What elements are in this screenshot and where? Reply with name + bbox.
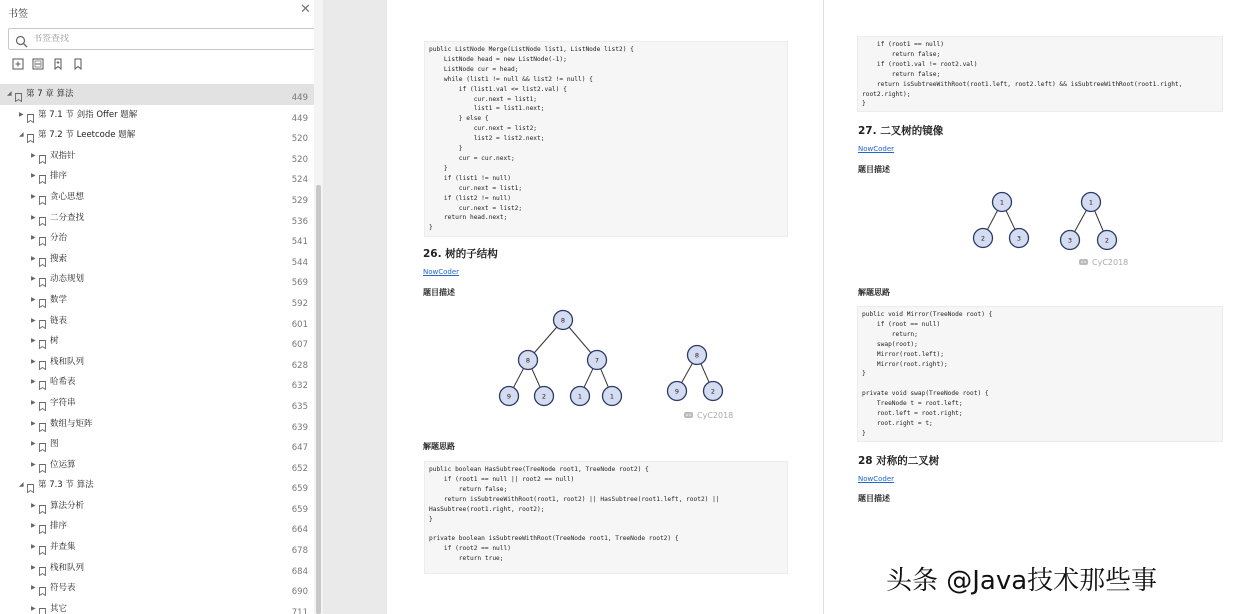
bookmark-item-icon bbox=[39, 543, 46, 552]
bookmark-item[interactable] bbox=[0, 187, 314, 208]
tree-node-label: 7 bbox=[594, 356, 600, 365]
bookmark-item-icon bbox=[39, 317, 46, 326]
tree-figure-26 bbox=[487, 305, 747, 425]
expand-arrow-icon[interactable]: ▶ bbox=[31, 584, 36, 592]
bookmark-item-icon bbox=[27, 481, 34, 490]
section-title-28: 28 对称的二叉树 bbox=[858, 455, 940, 467]
problem-description-heading: 题目描述 bbox=[858, 165, 890, 174]
code-block-mirror: public void Mirror(TreeNode root) { if (root == null) return; swap(root); Mirror(root.left); Mirror(root.right); } private void swap(TreeNode root) { TreeNode t = root.left; root.left = root.right; root.right = t; } bbox=[857, 306, 1223, 442]
bookmark-item[interactable] bbox=[0, 105, 314, 126]
expand-all-icon[interactable] bbox=[12, 58, 24, 70]
bookmark-item-icon bbox=[39, 337, 46, 346]
tree-node-label: 1 bbox=[1088, 198, 1094, 207]
collapse-arrow-icon[interactable]: ◢ bbox=[19, 481, 24, 489]
bookmark-item-page: 711 bbox=[291, 607, 308, 614]
code-block-subtree-cont: if (root1 == null) return false; if (root1.val != root2.val) return false; return isSubtreeWithRoot(root1.left, root2.left) && isSubtreeWithRoot(root1.right, root2.right); } bbox=[857, 36, 1223, 112]
bookmark-item-label: 树 bbox=[50, 336, 59, 347]
bookmark-item-page: 536 bbox=[291, 216, 308, 227]
bookmark-item-icon bbox=[39, 152, 46, 161]
tree-node-label: 2 bbox=[1104, 236, 1110, 245]
solution-heading: 解题思路 bbox=[423, 442, 455, 451]
expand-arrow-icon[interactable]: ▶ bbox=[31, 378, 36, 386]
expand-arrow-icon[interactable]: ▶ bbox=[31, 357, 36, 365]
figure-credit-text: CyC2018 bbox=[1092, 258, 1129, 267]
bookmark-item-label: 贪心思想 bbox=[50, 191, 85, 202]
bookmark-item-label: 第 7 章 算法 bbox=[26, 89, 74, 99]
bookmark-item[interactable] bbox=[0, 352, 314, 373]
bookmark-item-label: 并查集 bbox=[50, 542, 76, 553]
bookmark-item-page: 524 bbox=[291, 175, 308, 186]
bookmark-tree bbox=[0, 84, 314, 614]
problem-description-heading-2: 题目描述 bbox=[858, 494, 890, 503]
bookmark-item-page: 449 bbox=[291, 93, 308, 103]
tree-node-label: 2 bbox=[980, 234, 986, 243]
tree-node-label: 9 bbox=[674, 387, 680, 396]
bookmark-item-icon bbox=[39, 275, 46, 284]
bookmark-item-label: 搜索 bbox=[50, 253, 68, 264]
bookmark-item[interactable] bbox=[0, 496, 314, 517]
bookmark-item-label: 动态规划 bbox=[50, 274, 85, 285]
expand-arrow-icon[interactable]: ▶ bbox=[31, 234, 36, 242]
collapse-arrow-icon[interactable]: ◢ bbox=[19, 131, 24, 139]
bookmark-item-label: 链表 bbox=[50, 315, 68, 326]
bookmark-item[interactable] bbox=[0, 249, 314, 270]
bookmark-item-page: 684 bbox=[291, 566, 308, 577]
bookmark-item[interactable] bbox=[0, 414, 314, 435]
bookmark-item-icon bbox=[39, 605, 46, 614]
bookmark-item-page: 659 bbox=[291, 504, 308, 515]
expand-arrow-icon[interactable]: ▶ bbox=[31, 275, 36, 283]
bookmark-item-icon bbox=[39, 584, 46, 593]
search-icon bbox=[15, 33, 28, 46]
bookmark-item-icon bbox=[39, 255, 46, 264]
expand-arrow-icon[interactable]: ▶ bbox=[31, 604, 36, 612]
bookmark-item-icon bbox=[27, 131, 34, 140]
tree-node-label: 2 bbox=[541, 392, 547, 401]
bookmark-item-page: 664 bbox=[291, 525, 308, 536]
tree-node-label: 1 bbox=[577, 392, 583, 401]
bookmark-item[interactable] bbox=[0, 475, 314, 496]
bookmark-item-page: 601 bbox=[291, 319, 308, 330]
bookmark-item[interactable] bbox=[0, 166, 314, 187]
expand-arrow-icon[interactable]: ▶ bbox=[31, 151, 36, 159]
bookmark-item[interactable] bbox=[0, 290, 314, 311]
bookmark-item-label: 哈希表 bbox=[50, 377, 76, 388]
bookmark-item-label: 排序 bbox=[50, 521, 68, 532]
tree-node-label: 2 bbox=[710, 387, 716, 396]
bookmark-item-icon bbox=[39, 502, 46, 511]
bookmark-item-label: 第 7.2 节 Leetcode 题解 bbox=[38, 130, 136, 141]
bookmark-item-label: 数组与矩阵 bbox=[50, 418, 93, 429]
expand-arrow-icon[interactable]: ▶ bbox=[31, 460, 36, 468]
bookmark-item-icon bbox=[39, 522, 46, 531]
tree-node-label: 9 bbox=[506, 392, 512, 401]
bookmark-item[interactable] bbox=[0, 228, 314, 249]
bookmark-item-label: 第 7.3 节 算法 bbox=[38, 480, 94, 491]
bookmark-item-icon bbox=[39, 564, 46, 573]
bookmark-item-label: 双指针 bbox=[50, 150, 76, 161]
bookmark-item-page: 607 bbox=[291, 340, 308, 351]
collapse-all-icon[interactable] bbox=[32, 58, 44, 70]
bookmark-item-page: 635 bbox=[291, 401, 308, 412]
expand-arrow-icon[interactable]: ▶ bbox=[31, 398, 36, 406]
expand-arrow-icon[interactable]: ▶ bbox=[31, 295, 36, 303]
search-input[interactable] bbox=[33, 34, 273, 44]
bookmark-item[interactable] bbox=[0, 516, 314, 537]
bookmark-item-page: 659 bbox=[291, 484, 308, 495]
bookmark-item-page: 592 bbox=[291, 298, 308, 309]
tree-node-label: 3 bbox=[1067, 236, 1073, 245]
bookmark-item-label: 分治 bbox=[50, 233, 68, 244]
sidebar-title: 书签 bbox=[8, 9, 28, 20]
expand-arrow-icon[interactable]: ▶ bbox=[31, 337, 36, 345]
bookmark-item-label: 栈和队列 bbox=[50, 562, 85, 573]
bookmark-item-icon bbox=[39, 234, 46, 243]
bookmark-item-icon bbox=[15, 90, 22, 99]
bookmark-item[interactable] bbox=[0, 331, 314, 352]
bookmark-item[interactable] bbox=[0, 537, 314, 558]
expand-arrow-icon[interactable]: ▶ bbox=[31, 316, 36, 324]
nowcoder-link[interactable]: NowCoder bbox=[858, 145, 895, 153]
bookmark-item-page: 544 bbox=[291, 257, 308, 268]
viewer-background bbox=[324, 0, 386, 614]
bookmark-item-icon bbox=[39, 420, 46, 429]
tree-node-label: 8 bbox=[525, 356, 531, 365]
bookmark-item[interactable] bbox=[0, 84, 314, 105]
bookmark-icon[interactable] bbox=[72, 58, 84, 70]
bookmark-item-icon bbox=[27, 111, 34, 120]
expand-arrow-icon[interactable]: ▶ bbox=[31, 213, 36, 221]
tree-node-label: 1 bbox=[999, 198, 1005, 207]
bookmark-item[interactable] bbox=[0, 372, 314, 393]
section-title-26: 26. 树的子结构 bbox=[423, 248, 498, 260]
expand-arrow-icon[interactable]: ▶ bbox=[31, 563, 36, 571]
bookmark-item-icon bbox=[39, 296, 46, 305]
bookmark-item-icon bbox=[39, 461, 46, 470]
bookmark-item-label: 第 7.1 节 剑指 Offer 题解 bbox=[38, 109, 138, 120]
bookmark-item[interactable] bbox=[0, 578, 314, 599]
bookmark-item-page: 628 bbox=[291, 360, 308, 371]
bookmark-item[interactable] bbox=[0, 208, 314, 229]
bookmark-item-label: 图 bbox=[50, 439, 59, 450]
solution-heading: 解题思路 bbox=[858, 288, 890, 297]
scrollbar-thumb[interactable] bbox=[316, 185, 321, 614]
bookmark-item-page: 647 bbox=[291, 443, 308, 454]
github-icon bbox=[1078, 257, 1089, 268]
document-page-right bbox=[824, 0, 1240, 614]
expand-arrow-icon[interactable]: ▶ bbox=[31, 172, 36, 180]
bookmark-item-label: 数学 bbox=[50, 294, 68, 305]
bookmark-item-page: 678 bbox=[291, 546, 308, 557]
bookmark-item-page: 569 bbox=[291, 278, 308, 289]
bookmark-item[interactable] bbox=[0, 311, 314, 332]
bookmark-item-page: 449 bbox=[291, 113, 308, 124]
bookmark-item[interactable] bbox=[0, 393, 314, 414]
bookmark-item[interactable] bbox=[0, 125, 314, 146]
bookmark-item-page: 520 bbox=[291, 134, 308, 145]
code-block-hassubtree: public boolean HasSubtree(TreeNode root1, TreeNode root2) { if (root1 == null || root2 == null) return false; return isSubtreeWithRoot(root1, root2) || HasSubtree(root1.left, root2) || HasSubtree(root1.right, root2); } private boolean isSubtreeWithRoot(TreeNode root1, TreeNode root2) { if (root2 == null) return true; bbox=[424, 461, 788, 574]
bookmark-item[interactable] bbox=[0, 455, 314, 476]
figure-credit bbox=[683, 410, 733, 421]
bookmark-item-icon bbox=[39, 214, 46, 223]
bookmark-item[interactable] bbox=[0, 269, 314, 290]
bookmark-item-page: 520 bbox=[291, 154, 308, 165]
bookmark-item-page: 690 bbox=[291, 587, 308, 598]
bookmark-item-icon bbox=[39, 193, 46, 202]
bookmark-item-label: 其它 bbox=[50, 603, 68, 614]
bookmark-item[interactable] bbox=[0, 146, 314, 167]
bookmark-item-label: 栈和队列 bbox=[50, 356, 85, 367]
figure-credit-text: CyC2018 bbox=[697, 411, 734, 420]
bookmark-sidebar bbox=[0, 0, 323, 614]
expand-arrow-icon[interactable]: ▶ bbox=[31, 192, 36, 200]
bookmark-item-icon bbox=[39, 172, 46, 181]
bookmark-item-icon bbox=[39, 358, 46, 367]
sidebar-scrollbar[interactable] bbox=[314, 0, 323, 614]
expand-arrow-icon[interactable]: ▶ bbox=[31, 254, 36, 262]
bookmark-item-label: 位运算 bbox=[50, 459, 76, 470]
nowcoder-link[interactable]: NowCoder bbox=[423, 268, 460, 276]
code-block-merge: public ListNode Merge(ListNode list1, ListNode list2) { ListNode head = new ListNode(-1); ListNode cur = head; while (list1 != null && list2 != null) { if (list1.val <= list2.val) { cur.next = list1; list1 = list1.next; } else { cur.next = list2; list2 = list2.next; } cur = cur.next; } if (list1 != null) cur.next = list1; if (list2 != null) cur.next = list2; return head.next; } bbox=[424, 41, 788, 237]
bookmark-item-icon bbox=[39, 440, 46, 449]
tree-figure-27 bbox=[964, 185, 1124, 255]
bookmark-search[interactable] bbox=[8, 28, 315, 50]
bookmark-item-label: 符号表 bbox=[50, 583, 76, 594]
tree-node-label: 8 bbox=[694, 351, 700, 360]
bookmark-item-icon bbox=[39, 378, 46, 387]
expand-arrow-icon[interactable]: ▶ bbox=[31, 522, 36, 530]
section-title-27: 27. 二叉树的镜像 bbox=[858, 125, 944, 137]
tree-node-label: 1 bbox=[609, 392, 615, 401]
bookmark-item-page: 541 bbox=[291, 237, 308, 248]
bookmark-item-icon bbox=[39, 399, 46, 408]
expand-arrow-icon[interactable]: ▶ bbox=[19, 110, 24, 118]
bookmark-item-page: 529 bbox=[291, 195, 308, 206]
expand-arrow-icon[interactable]: ▶ bbox=[31, 419, 36, 427]
bookmark-item[interactable] bbox=[0, 599, 314, 614]
sidebar-toolbar bbox=[12, 58, 84, 70]
expand-arrow-icon[interactable]: ▶ bbox=[31, 501, 36, 509]
bookmark-item-page: 632 bbox=[291, 381, 308, 392]
nowcoder-link-2[interactable]: NowCoder bbox=[858, 475, 895, 483]
watermark-text: 头条 @Java技术那些事 bbox=[886, 566, 1158, 596]
add-bookmark-icon[interactable] bbox=[52, 58, 64, 70]
problem-description-heading: 题目描述 bbox=[423, 288, 455, 297]
tree-node-label: 8 bbox=[560, 316, 566, 325]
bookmark-item-label: 二分查找 bbox=[50, 212, 85, 223]
expand-arrow-icon[interactable]: ▶ bbox=[31, 543, 36, 551]
collapse-arrow-icon[interactable]: ◢ bbox=[7, 90, 12, 97]
bookmark-item[interactable] bbox=[0, 434, 314, 455]
bookmark-item-label: 排序 bbox=[50, 171, 68, 182]
bookmark-item-page: 639 bbox=[291, 422, 308, 433]
bookmark-item-label: 字符串 bbox=[50, 397, 76, 408]
figure-credit bbox=[1078, 257, 1128, 268]
close-icon[interactable]: ✕ bbox=[300, 2, 311, 17]
bookmark-item-label: 算法分析 bbox=[50, 500, 85, 511]
bookmark-item-page: 652 bbox=[291, 463, 308, 474]
expand-arrow-icon[interactable]: ▶ bbox=[31, 440, 36, 448]
bookmark-item[interactable] bbox=[0, 558, 314, 579]
github-icon bbox=[683, 410, 694, 421]
document-page-left bbox=[387, 0, 823, 614]
tree-node-label: 3 bbox=[1016, 234, 1022, 243]
